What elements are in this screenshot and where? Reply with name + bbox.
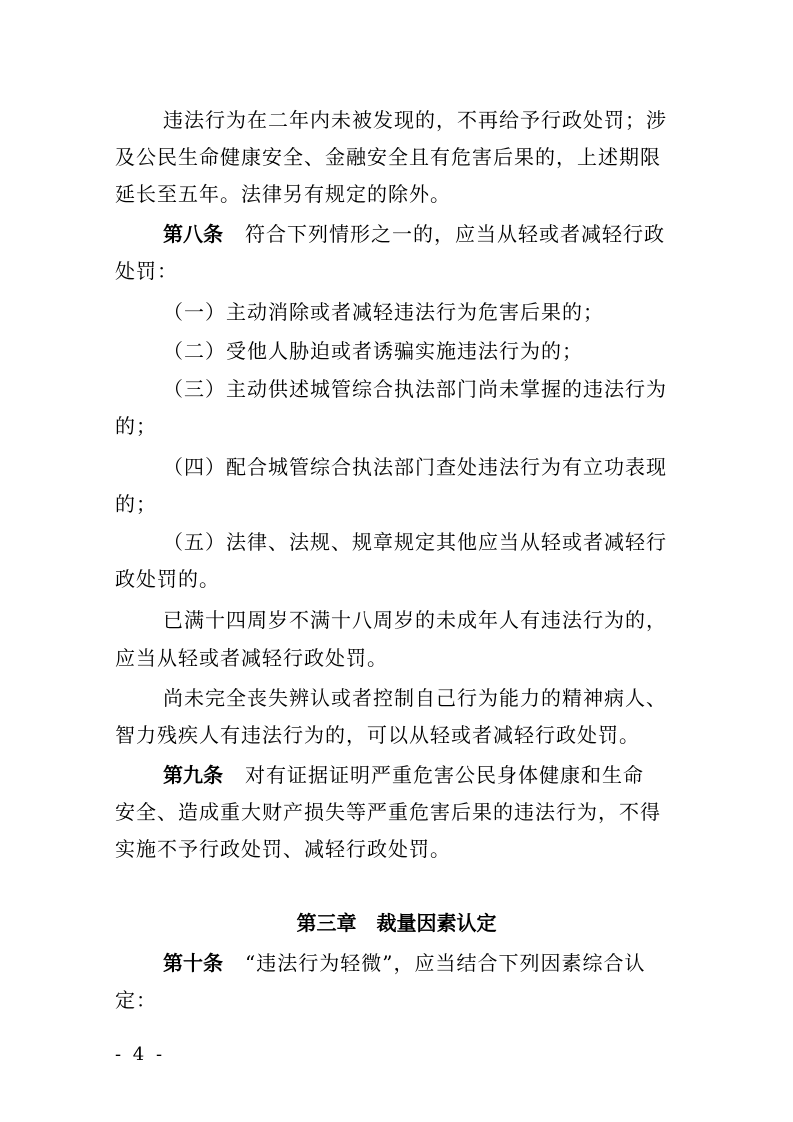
paragraph-line: 政处罚的。: [115, 567, 220, 591]
paragraph-line: 已满十四周岁不满十八周岁的未成年人有违法行为的，: [163, 608, 667, 632]
paragraph-line: 的；: [115, 492, 157, 516]
paragraph-line: 尚未完全丧失辨认或者控制自己行为能力的精神病人、: [163, 686, 667, 710]
paragraph-line: 违法行为在二年内未被发现的，不再给予行政处罚；涉: [163, 108, 667, 132]
article-9-line: 第九条 对有证据证明严重危害公民身体健康和生命: [163, 763, 644, 787]
page-number: - 4 -: [115, 1044, 166, 1065]
chapter-title: 第三章 裁量因素认定: [296, 911, 497, 935]
article-10-heading: 第十条: [163, 951, 223, 975]
list-item: （一）主动消除或者减轻违法行为危害后果的；: [163, 300, 604, 324]
article-10-line: 第十条 “违法行为轻微”，应当结合下列因素综合认: [163, 951, 646, 975]
paragraph-line: 智力残疾人有违法行为的，可以从轻或者减轻行政处罚。: [115, 723, 640, 747]
paragraph-line: 应当从轻或者减轻行政处罚。: [115, 646, 388, 670]
article-8-line: 第八条 符合下列情形之一的，应当从轻或者减轻行政: [163, 222, 665, 246]
article-8-heading: 第八条: [163, 222, 223, 246]
paragraph-line: 处罚：: [115, 259, 178, 283]
paragraph-line: 定：: [115, 988, 157, 1012]
paragraph-line: 及公民生命健康安全、金融安全且有危害后果的，上述期限: [115, 145, 661, 169]
list-item: （四）配合城管综合执法部门查处违法行为有立功表现: [163, 455, 667, 479]
article-9-heading: 第九条: [163, 763, 223, 787]
list-item: （五）法律、法规、规章规定其他应当从轻或者减轻行: [163, 530, 667, 554]
list-item: （二）受他人胁迫或者诱骗实施违法行为的；: [163, 339, 583, 363]
paragraph-line: 延长至五年。法律另有规定的除外。: [115, 182, 451, 206]
paragraph-line: 的；: [115, 414, 157, 438]
paragraph-line: 安全、造成重大财产损失等严重危害后果的违法行为，不得: [115, 800, 661, 824]
list-item: （三）主动供述城管综合执法部门尚未掌握的违法行为: [163, 377, 667, 401]
paragraph-line: 实施不予行政处罚、减轻行政处罚。: [115, 837, 451, 861]
